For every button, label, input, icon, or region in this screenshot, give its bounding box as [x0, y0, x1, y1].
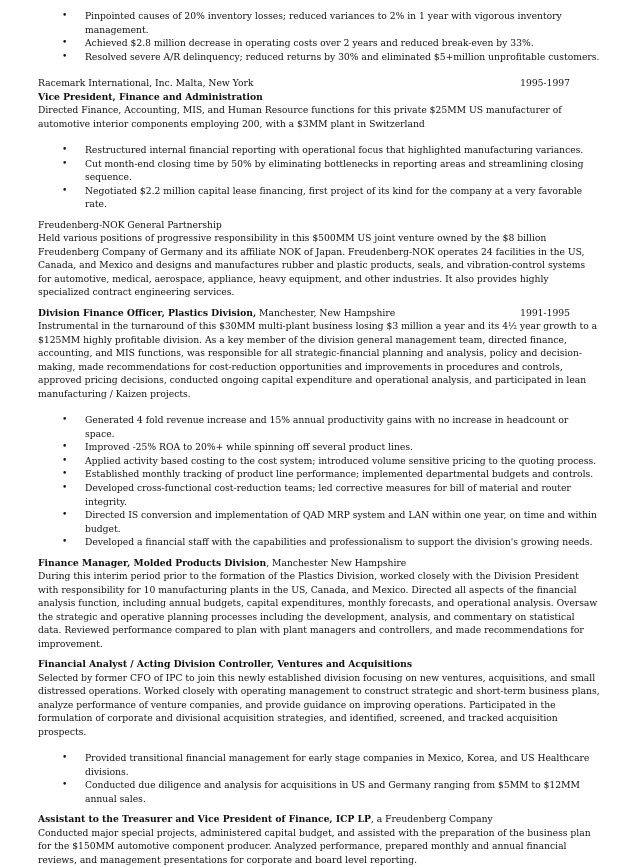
job-description: Directed Finance, Accounting, MIS, and Human Resource functions for this private $25MM US manufacturer of automotive interior components employing 200, with a $3MM plant in Switzerland [38, 105, 562, 130]
job-description: During this interim period prior to the formation of the Plastics Division, worked closely with the Division President with responsibility for 10 manufacturing plants in the US, Canada, and Mexico. Directed all aspects of the financial analysis function, including annual budgets, capital expenditures, monthly forecasts, and operational analysis. Oversaw the strategic and operative planning processes including the development, analysis, and commentary on statistical data. Reviewed performance compared to plan with plant managers and controllers, and made recommendations for improvement. [38, 571, 598, 650]
list-item: • Achieved $2.8 million decrease in operating costs over 2 years and reduced break-even by 33%. [62, 37, 600, 51]
resume-page [38, 10, 600, 867]
list-item: • Improved -25% ROA to 20%+ while spinning off several product lines. [62, 441, 600, 455]
job-description: Conducted major special projects, administered capital budget, and assisted with the preparation of the business plan for the $150MM automotive component producer. Analyzed performance, prepared monthly and annual financial reviews, and management presentations for corporate and board level reporting. [38, 827, 591, 866]
list-item: • Provided transitional financial management for early stage companies in Mexico, Korea, and US Healthcare divisions. [62, 752, 600, 779]
list-item: • Directed IS conversion and implementation of QAD MRP system and LAN within one year, on time and within budget. [62, 509, 600, 536]
company-name: Racemark International, Inc. Malta, New York [38, 78, 254, 90]
job-description: Selected by former CFO of IPC to join this newly established division focusing on new ventures, acquisitions, and small distressed operations. Worked closely with operating management to construct strategic and short-term business plans, analyze performance of venture companies, and provide guidance on improving operations. Participated in the formulation of corporate and divisional acquisition strategies, and identified, screened, and tracked acquisition prospects. [38, 672, 600, 738]
date-range: 1995-1997 [520, 78, 570, 90]
job-title: Financial Analyst / Acting Division Controller, Ventures and Acquisitions [38, 659, 412, 671]
racemark-bullet-list [38, 144, 600, 212]
job-location: , Manchester New Hampshire [266, 557, 407, 569]
list-item: • Cut month-end closing time by 50% by eliminating bottlenecks in reporting areas and streamlining closing sequence. [62, 158, 600, 185]
list-item: • Developed a financial staff with the capabilities and professionalism to support the division's growing needs. [62, 536, 600, 550]
freudenberg-section [38, 219, 600, 300]
list-item: • Established monthly tracking of product line performance; implemented departmental budgets and controls. [62, 468, 600, 482]
company-description: Held various positions of progressive responsibility in this $500MM US joint venture owned by the $8 billion Freudenberg Company of Germany and its affiliate NOK of Japan. Freudenberg-NOK operates 24 facilities in the US, Canada, and Mexico and designs and manufactures rubber and plastic products, seals, and vibration-control systems for automotive, medical, aerospace, appliance, heavy equipment, and other industries. It also provides highly specialized contract engineering services. [38, 233, 586, 299]
job-title: Vice President, Finance and Administration [38, 91, 263, 103]
list-item: • Applied activity based costing to the cost system; introduced volume sensitive pricing to the quoting process. [62, 455, 600, 469]
finance-manager-section [38, 557, 600, 652]
list-item: • Conducted due diligence and analysis for acquisitions in US and Germany ranging from $5MM to $12MM annual sales. [62, 779, 600, 806]
list-item: • Generated 4 fold revenue increase and 15% annual productivity gains with no increase in headcount or space. [62, 414, 600, 441]
division-officer-section [38, 307, 600, 550]
job-title: Assistant to the Treasurer and Vice President of Finance, ICP LP [38, 814, 371, 826]
racemark-section [38, 77, 600, 212]
job-description: Instrumental in the turnaround of this $30MM multi-plant business losing $3 million a year and its 4½ year growth to a $125MM highly profitable division. As a key member of the division general management team, directed finance, accounting, and MIS functions, was responsible for all strategic-financial planning and analysis, policy and decision-making, made recommendations for cost-reduction opportunities and improvements in procedures and controls, approved pricing decisions, conducted ongoing capital expenditure and operational analysis, and participated in lean manufacturing / Kaizen projects. [38, 321, 598, 400]
list-item: • Pinpointed causes of 20% inventory losses; reduced variances to 2% in 1 year with vigorous inventory management. [62, 10, 600, 37]
list-item: • Developed cross-functional cost-reduction teams; led corrective measures for bill of material and router integrity. [62, 482, 600, 509]
job-title: Division Finance Officer, Plastics Division, [38, 307, 257, 319]
list-item: • Restructured internal financial reporting with operational focus that highlighted manufacturing variances. [62, 144, 600, 158]
division-officer-bullet-list [38, 414, 600, 549]
list-item: • Resolved severe A/R delinquency; reduced returns by 30% and eliminated $5+million unprofitable customers. [62, 51, 600, 65]
financial-analyst-bullet-list [38, 752, 600, 806]
company-name: Freudenberg-NOK General Partnership [38, 219, 222, 231]
job-title: Finance Manager, Molded Products Division [38, 557, 267, 569]
financial-analyst-section [38, 658, 600, 806]
list-item: • Negotiated $2.2 million capital lease financing, first project of its kind for the company at a very favorable rate. [62, 185, 600, 212]
assistant-treasurer-section [38, 813, 600, 867]
job-location: , a Freudenberg Company [370, 814, 493, 826]
date-range: 1991-1995 [520, 307, 570, 319]
job-location: Manchester, New Hampshire [256, 307, 396, 319]
top-bullet-list [38, 10, 600, 64]
